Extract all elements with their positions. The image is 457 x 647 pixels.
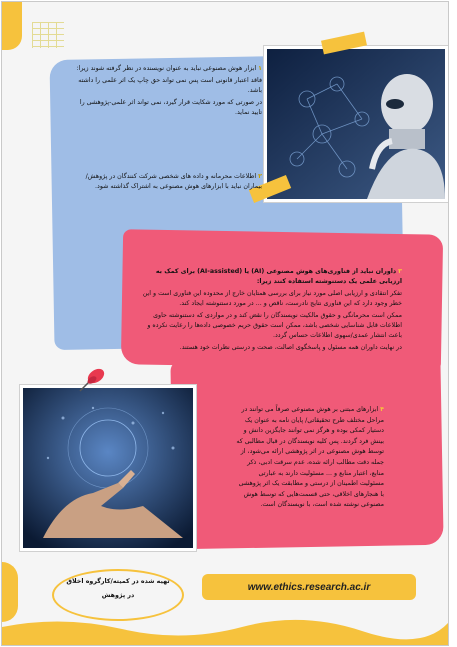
committee-line-1: تهیه شده در کمیته/کارگروه اخلاق: [66, 578, 170, 585]
pushpin-icon: [74, 365, 110, 395]
website-banner: [202, 574, 416, 600]
robot-hand-touch-image: [20, 385, 196, 551]
item-3-bullet-2: ممکن است محرمانگی و حقوق مالکیت نویسندگان را نقض کند و در مواردی که دستنوشته حاوی اطلاعات قابل شناسایی شخصی باشد، ممکن است حقوق حریم خصوصی داده‌ها را رعایت نکرده و باعث انتشار عمدی/سهوی اطلاعات حساس گردد.: [147, 312, 402, 339]
committee-text: [60, 575, 176, 603]
poster-page: [1, 1, 449, 646]
item-2-block: [72, 172, 262, 192]
item-2-text: اطلاعات محرمانه و داده های شخصی شرکت کنندگان در پژوهش/بیماران نباید با ابزارهای هوش مصنوعی به اشتراک گذاشته شود.: [85, 173, 262, 190]
item-3-block: [134, 267, 402, 355]
committee-line-2: در پژوهش: [101, 592, 135, 599]
bottom-wave-decoration: [2, 605, 448, 645]
robot-thinking-image: [264, 46, 448, 202]
item-3-intro: داوران نباید از فناوری‌های هوش مصنوعی (AI) یا (AI-assisted) برای کمک به ارزیابی علمی یک دستنوشته استفاده کنند زیرا:: [155, 268, 402, 285]
grid-decoration: [32, 22, 64, 48]
website-url[interactable]: www.ethics.research.ac.ir: [247, 581, 371, 593]
item-1-line-1: ابزار هوش مصنوعی نباید به عنوان نویسنده در نظر گرفته شوند زیرا:: [76, 65, 257, 72]
item-1-number: ۱: [258, 65, 262, 72]
item-2-number: ۲: [258, 173, 262, 180]
item-3-number: ۳: [398, 268, 402, 275]
item-4-block: [236, 405, 384, 511]
item-3-bullet-1: تفکر انتقادی و ارزیابی اصلی مورد نیاز برای بررسی همتایان خارج از محدوده این فناوری است و این خطر وجود دارد که این فناوری نتایج نادرست، ناقص و ... در مورد دستنوشته ایجاد کند.: [142, 290, 402, 307]
item-1-block: [72, 64, 262, 120]
item-1-line-2: فاقد اعتبار قانونی است پس نمی تواند حق چاپ یک اثر علمی را داشته باشد.: [78, 77, 262, 94]
item-4-number: ۴: [380, 406, 384, 413]
item-4-text: ابزارهای مبتنی بر هوش مصنوعی صرفاً می توانند در مراحل مختلف طرح تحقیقاتی/ پایان نامه به عنوان یک دستیار کمکی بوده و هرگز نمی توانند جایگزین دانش و بینش فرد گردند. پس کلیه نویسندگان در قبال مطالبی که توسط هوش مصنوعی در اثر پژوهشی ارائه می‌شود، از جمله دقت مطالب ارائه شده، عدم سرقت ادبی، ذکر منابع، اعتبار منابع و ... مسئولیت دارند به عبارتی مسئولیت اطمینان از درستی و مطابقت یک اثر پژوهشی با هنجارهای اخلاقی، حتی قسمت‌هایی که توسط هوش مصنوعی نوشته شده است، با نویسندگان است.: [236, 406, 384, 509]
yellow-corner-shape: [1, 2, 22, 50]
item-3-bullet-3: در نهایت داوران همه مسئول و پاسخگوی اصالت، صحت و درستی نظرات خود هستند.: [179, 344, 402, 351]
item-1-line-3: در صورتی که مورد شکایت قرار گیرد، نمی تواند اثر علمی-پژوهشی را تایید نماید.: [79, 99, 262, 116]
